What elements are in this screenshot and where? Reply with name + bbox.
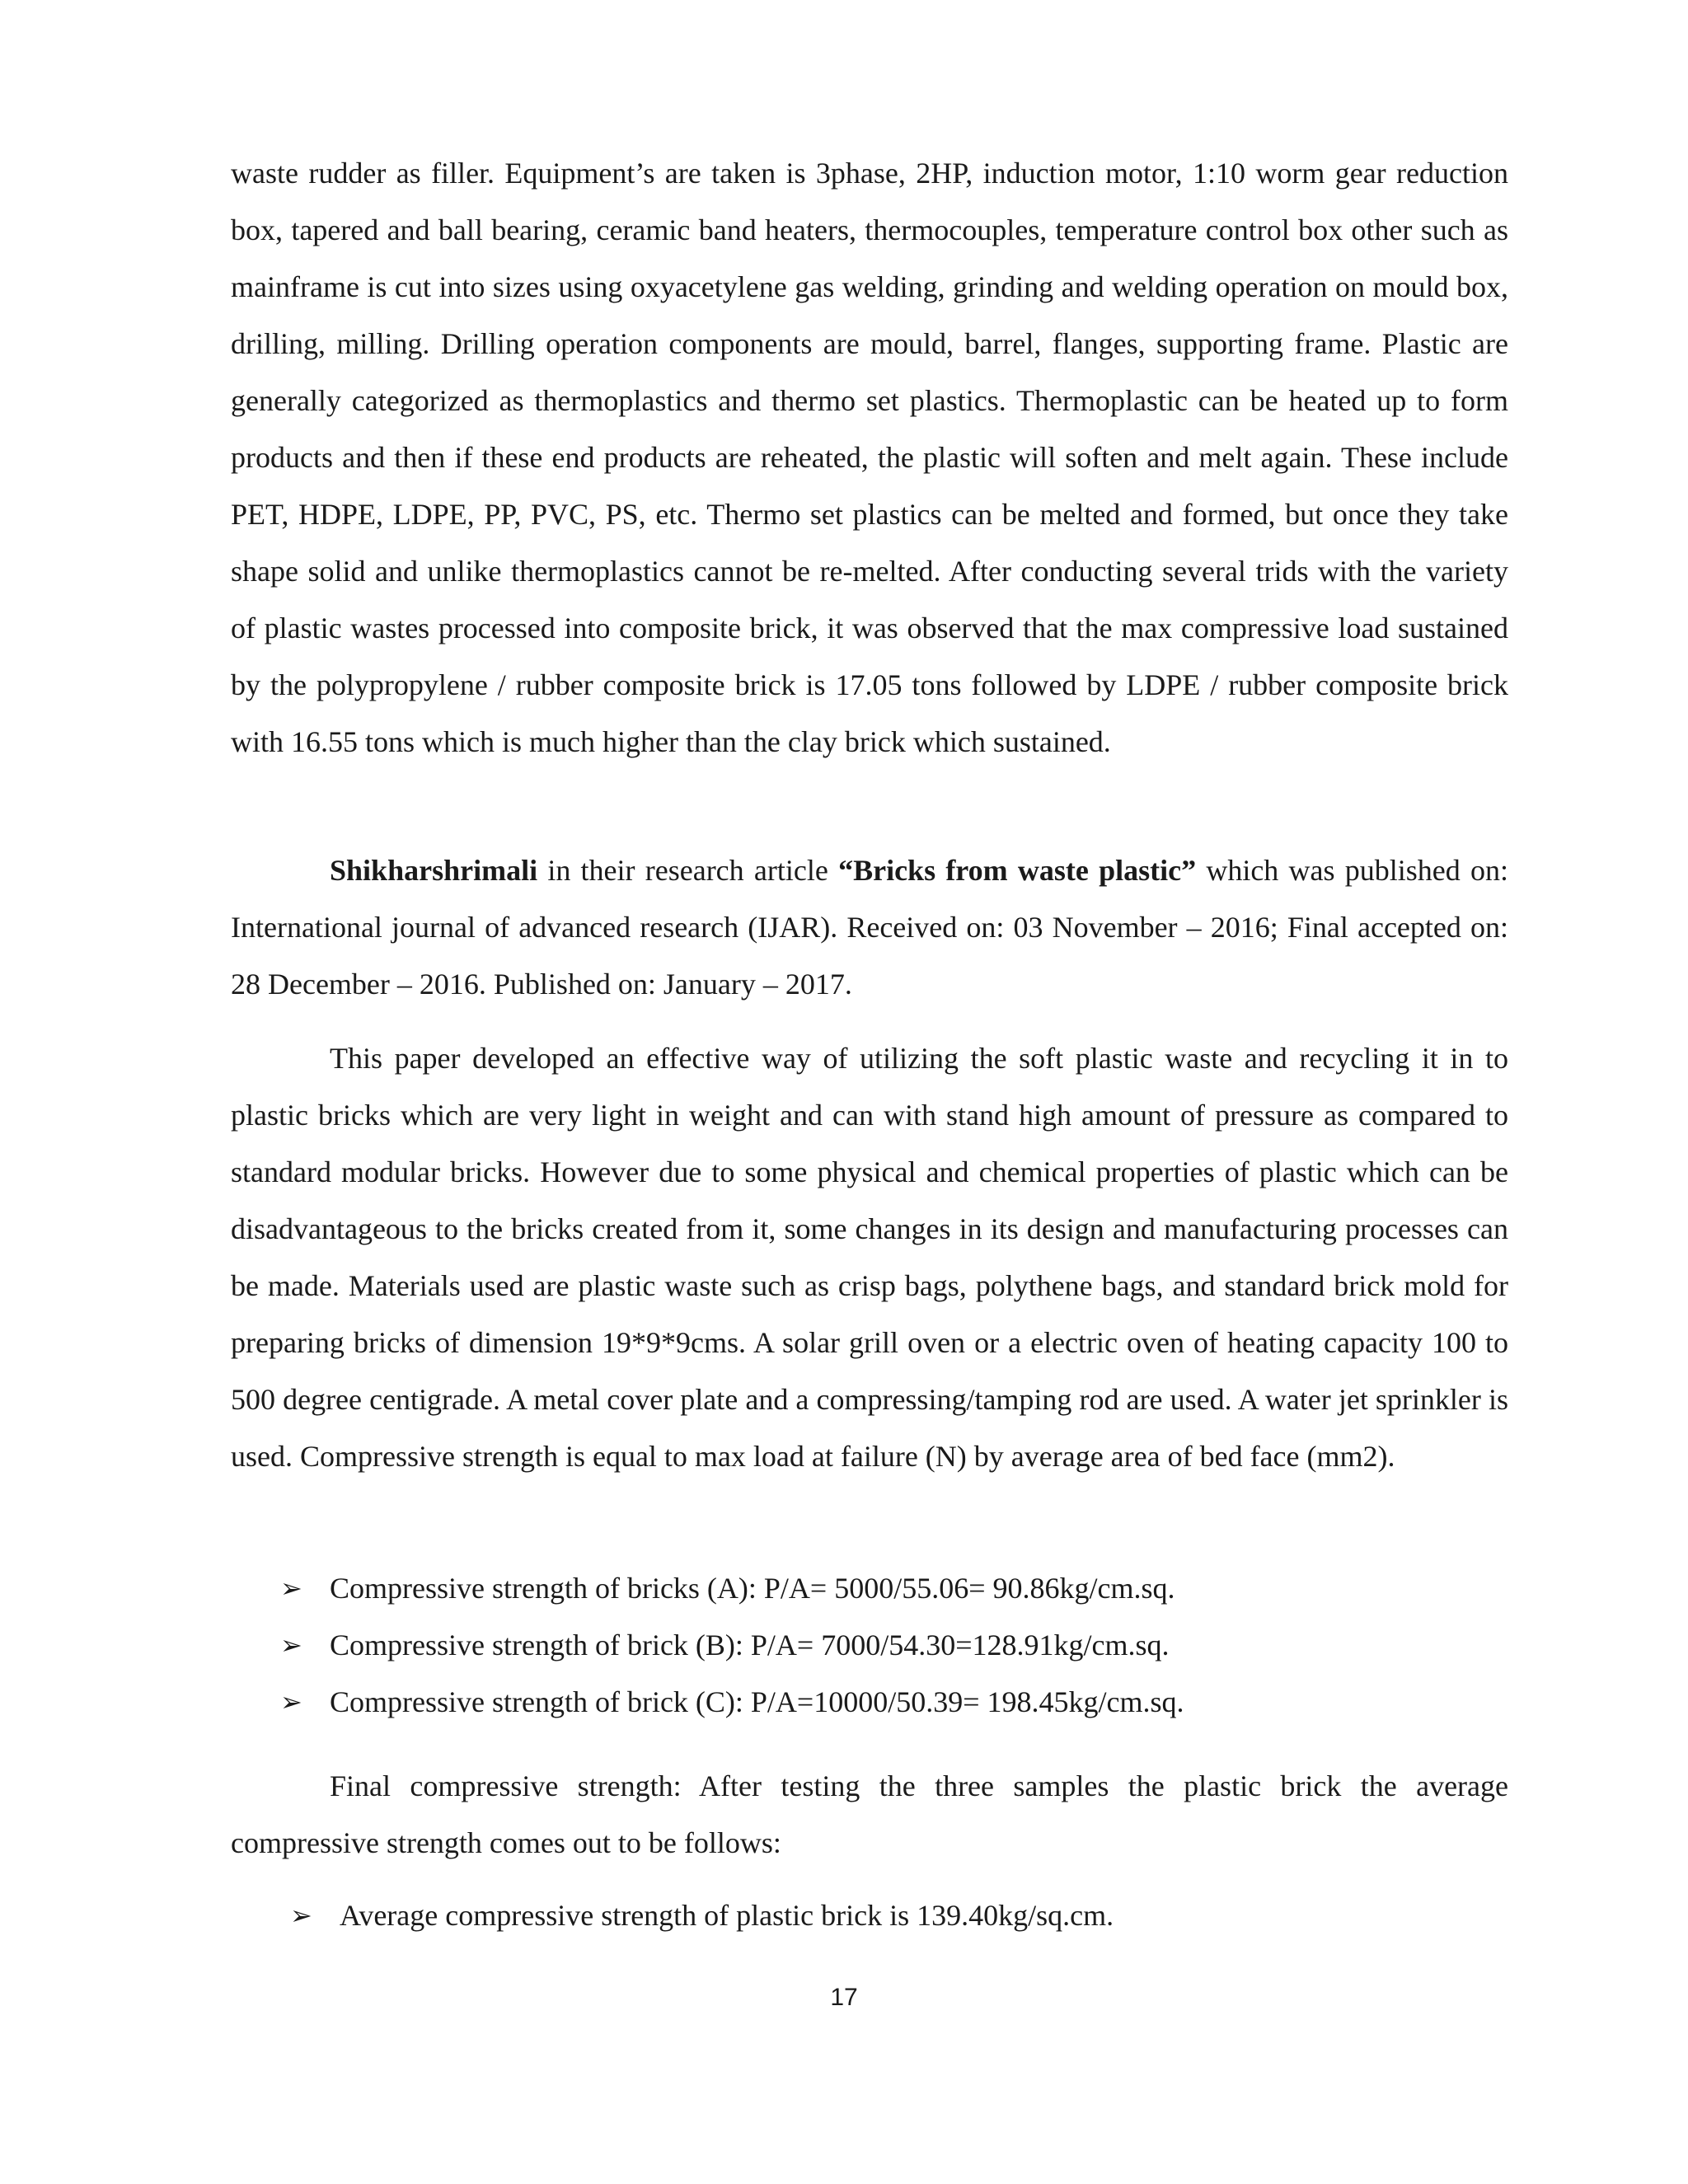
paragraph-description: This paper developed an effective way of utilizing the soft plastic waste and recycling it in to plastic bricks which are very light in weight and can with stand high amount of pressure as compared to standard modular bricks. However due to some physical and chemical properties of plastic which can be disadvantageous to the bricks created from it, some changes in its design and manufacturing processes can be made. Materials used are plastic waste such as crisp bags, polythene bags, and standard brick mold for preparing bricks of dimension 19*9*9cms. A solar grill oven or a electric oven of heating capacity 100 to 500 degree centigrade. A metal cover plate and a compressing/tamping rod are used. A water jet sprinkler is used. Compressive strength is equal to max load at failure (N) by average area of bed face (mm2). [231,1042,1508,1473]
paragraph-continuation: waste rudder as filler. Equipment’s are taken is 3phase, 2HP, induction motor, 1:10 worm gear reduction box, tapered and ball bearing, ceramic band heaters, thermocouples, temperature control box other such as mainframe is cut into sizes using oxyacetylene gas welding, grinding and welding operation on mould box, drilling, milling. Drilling operation components are mould, barrel, flanges, supporting frame. Plastic are generally categorized as thermoplastics and thermo set plastics. Thermoplastic can be heated up to form products and then if these end products are reheated, the plastic will soften and melt again. These include PET, HDPE, LDPE, PP, PVC, PS, etc. Thermo set plastics can be melted and formed, but once they take shape solid and unlike thermoplastics cannot be re-melted. After conducting several trids with the variety of plastic wastes processed into composite brick, it was observed that the max compressive load sustained by the polypropylene / rubber composite brick is 17.05 tons followed by LDPE / rubber composite brick with 16.55 tons which is much higher than the clay brick which sustained. [231,157,1508,758]
arrow-bullet-icon: ➢ [290,1900,312,1931]
list-item-text: Compressive strength of bricks (A): P/A= 5000/55.06= 90.86kg/cm.sq. [330,1572,1175,1605]
list-item [280,1674,1517,1731]
paragraph-final-strength: Final compressive strength: After testing the three samples the plastic brick the average compressive strength comes out to be follows: [231,1769,1508,1859]
arrow-bullet-icon: ➢ [280,1686,302,1718]
list-item-text: Average compressive strength of plastic brick is 139.40kg/sq.cm. [340,1899,1114,1932]
list-item-text: Compressive strength of brick (B): P/A= 7000/54.30=128.91kg/cm.sq. [330,1629,1170,1661]
citation-text-b: which was published on: International journal of advanced research (IJAR). Received on: 03 November – 2016; Final accepted on: 28 December – 2016. Published on: January – 2017. [231,854,1508,1001]
arrow-bullet-icon: ➢ [280,1572,302,1604]
arrow-bullet-icon: ➢ [280,1629,302,1661]
citation-text-a: in their research article [537,854,839,887]
strength-list [280,1560,1517,1731]
list-item-text: Compressive strength of brick (C): P/A=10000/50.39= 198.45kg/cm.sq. [330,1685,1184,1718]
list-item [280,1617,1517,1674]
list-item [280,1560,1517,1617]
list-item [290,1887,1114,1944]
average-strength-list [290,1887,1114,1944]
paragraph-citation [231,842,1508,1013]
author-name: Shikharshrimali [330,854,538,887]
article-title: “Bricks from waste plastic” [838,854,1197,887]
page-number: 17 [830,1984,858,2011]
